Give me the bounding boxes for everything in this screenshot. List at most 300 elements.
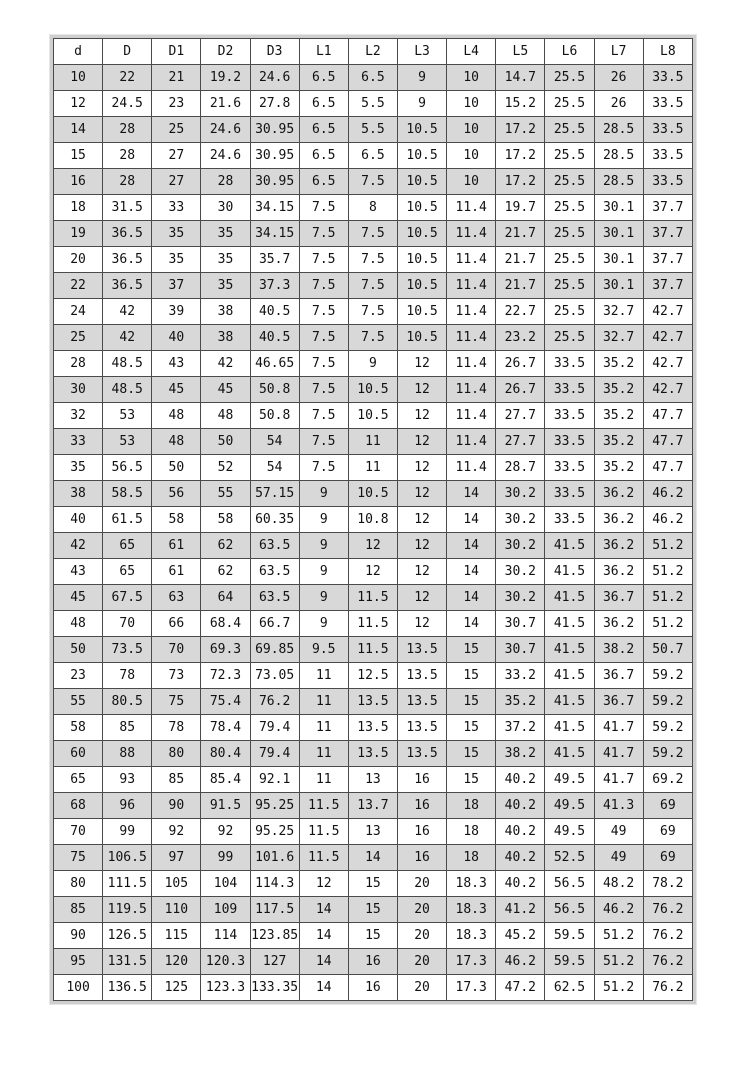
table-cell: 17.3 bbox=[447, 949, 496, 975]
table-cell: 11.4 bbox=[447, 429, 496, 455]
table-cell: 76.2 bbox=[643, 923, 692, 949]
table-cell: 14 bbox=[447, 585, 496, 611]
table-cell: 68.4 bbox=[201, 611, 250, 637]
table-cell: 59.2 bbox=[643, 689, 692, 715]
table-cell: 33.5 bbox=[545, 377, 594, 403]
table-cell: 75 bbox=[54, 845, 103, 871]
table-cell: 37.7 bbox=[643, 195, 692, 221]
table-cell: 35 bbox=[201, 221, 250, 247]
table-row bbox=[54, 247, 693, 273]
table-cell: 69.2 bbox=[643, 767, 692, 793]
table-cell: 126.5 bbox=[103, 923, 152, 949]
table-cell: 33 bbox=[152, 195, 201, 221]
table-cell: 36.7 bbox=[594, 689, 643, 715]
table-cell: 69.85 bbox=[250, 637, 299, 663]
table-cell: 38 bbox=[201, 299, 250, 325]
table-cell: 20 bbox=[54, 247, 103, 273]
table-cell: 58.5 bbox=[103, 481, 152, 507]
table-cell: 9 bbox=[299, 481, 348, 507]
table-cell: 7.5 bbox=[299, 273, 348, 299]
table-row bbox=[54, 351, 693, 377]
table-cell: 90 bbox=[54, 923, 103, 949]
table-cell: 11.4 bbox=[447, 195, 496, 221]
table-cell: 41.3 bbox=[594, 793, 643, 819]
table-cell: 38 bbox=[54, 481, 103, 507]
table-cell: 68 bbox=[54, 793, 103, 819]
table-cell: 35.2 bbox=[594, 455, 643, 481]
header-row bbox=[54, 39, 693, 65]
table-cell: 25.5 bbox=[545, 117, 594, 143]
table-cell: 63.5 bbox=[250, 533, 299, 559]
table-cell: 40.5 bbox=[250, 299, 299, 325]
table-cell: 11 bbox=[299, 689, 348, 715]
table-cell: 5.5 bbox=[348, 91, 397, 117]
table-cell: 25.5 bbox=[545, 195, 594, 221]
table-cell: 50.7 bbox=[643, 637, 692, 663]
table-cell: 13.5 bbox=[397, 637, 446, 663]
table-cell: 30 bbox=[201, 195, 250, 221]
table-cell: 18 bbox=[447, 819, 496, 845]
table-row bbox=[54, 299, 693, 325]
table-cell: 117.5 bbox=[250, 897, 299, 923]
table-cell: 23.2 bbox=[496, 325, 545, 351]
table-cell: 10 bbox=[447, 117, 496, 143]
table-cell: 7.5 bbox=[299, 455, 348, 481]
table-cell: 61 bbox=[152, 559, 201, 585]
table-cell: 9 bbox=[299, 507, 348, 533]
table-cell: 13.5 bbox=[348, 689, 397, 715]
table-cell: 13.5 bbox=[397, 715, 446, 741]
table-row bbox=[54, 663, 693, 689]
table-cell: 28.5 bbox=[594, 169, 643, 195]
column-header: D3 bbox=[250, 39, 299, 65]
table-cell: 15 bbox=[447, 637, 496, 663]
table-cell: 69 bbox=[643, 793, 692, 819]
table-cell: 25.5 bbox=[545, 273, 594, 299]
table-cell: 25 bbox=[54, 325, 103, 351]
table-cell: 10.5 bbox=[397, 273, 446, 299]
table-cell: 42.7 bbox=[643, 377, 692, 403]
table-row bbox=[54, 689, 693, 715]
table-row bbox=[54, 793, 693, 819]
table-cell: 32.7 bbox=[594, 325, 643, 351]
table-cell: 65 bbox=[54, 767, 103, 793]
table-cell: 14 bbox=[299, 975, 348, 1001]
table-row bbox=[54, 819, 693, 845]
table-cell: 27.7 bbox=[496, 403, 545, 429]
table-cell: 45.2 bbox=[496, 923, 545, 949]
table-cell: 15 bbox=[348, 897, 397, 923]
table-cell: 16 bbox=[54, 169, 103, 195]
table-cell: 30.7 bbox=[496, 637, 545, 663]
table-cell: 12 bbox=[397, 377, 446, 403]
table-cell: 37.7 bbox=[643, 273, 692, 299]
table-cell: 13.5 bbox=[348, 741, 397, 767]
table-cell: 26.7 bbox=[496, 351, 545, 377]
table-cell: 11 bbox=[299, 767, 348, 793]
table-cell: 28 bbox=[103, 143, 152, 169]
table-cell: 11.5 bbox=[348, 585, 397, 611]
table-cell: 14 bbox=[299, 897, 348, 923]
table-cell: 45 bbox=[152, 377, 201, 403]
table-cell: 32 bbox=[54, 403, 103, 429]
table-cell: 47.7 bbox=[643, 403, 692, 429]
table-frame bbox=[50, 35, 696, 1004]
table-cell: 11.5 bbox=[299, 845, 348, 871]
table-cell: 11 bbox=[299, 715, 348, 741]
table-cell: 127 bbox=[250, 949, 299, 975]
table-cell: 41.7 bbox=[594, 767, 643, 793]
table-row bbox=[54, 377, 693, 403]
table-cell: 40 bbox=[54, 507, 103, 533]
table-cell: 100 bbox=[54, 975, 103, 1001]
table-cell: 25.5 bbox=[545, 143, 594, 169]
table-cell: 104 bbox=[201, 871, 250, 897]
table-cell: 33.5 bbox=[545, 507, 594, 533]
table-cell: 91.5 bbox=[201, 793, 250, 819]
table-cell: 41.5 bbox=[545, 611, 594, 637]
table-cell: 24.6 bbox=[201, 117, 250, 143]
table-cell: 78 bbox=[103, 663, 152, 689]
table-cell: 10 bbox=[447, 65, 496, 91]
table-cell: 36.2 bbox=[594, 611, 643, 637]
table-cell: 51.2 bbox=[594, 949, 643, 975]
table-cell: 33.5 bbox=[545, 481, 594, 507]
table-cell: 46.2 bbox=[643, 507, 692, 533]
table-cell: 43 bbox=[152, 351, 201, 377]
table-row bbox=[54, 923, 693, 949]
table-cell: 12 bbox=[348, 559, 397, 585]
table-cell: 33.5 bbox=[643, 169, 692, 195]
table-row bbox=[54, 481, 693, 507]
table-cell: 10 bbox=[447, 143, 496, 169]
table-cell: 47.7 bbox=[643, 455, 692, 481]
column-header: L7 bbox=[594, 39, 643, 65]
table-cell: 36.7 bbox=[594, 585, 643, 611]
table-cell: 60.35 bbox=[250, 507, 299, 533]
table-cell: 7.5 bbox=[348, 325, 397, 351]
table-cell: 16 bbox=[348, 949, 397, 975]
table-cell: 51.2 bbox=[643, 585, 692, 611]
table-cell: 25.5 bbox=[545, 247, 594, 273]
table-cell: 6.5 bbox=[299, 169, 348, 195]
table-cell: 49 bbox=[594, 845, 643, 871]
table-cell: 30.1 bbox=[594, 247, 643, 273]
table-cell: 79.4 bbox=[250, 741, 299, 767]
table-cell: 40.2 bbox=[496, 871, 545, 897]
table-cell: 16 bbox=[397, 793, 446, 819]
table-row bbox=[54, 195, 693, 221]
table-cell: 48.5 bbox=[103, 377, 152, 403]
table-cell: 42.7 bbox=[643, 325, 692, 351]
table-cell: 63.5 bbox=[250, 559, 299, 585]
table-cell: 15 bbox=[447, 715, 496, 741]
table-cell: 37.3 bbox=[250, 273, 299, 299]
table-cell: 30.2 bbox=[496, 585, 545, 611]
table-cell: 35 bbox=[201, 273, 250, 299]
table-cell: 70 bbox=[152, 637, 201, 663]
table-cell: 12 bbox=[54, 91, 103, 117]
table-cell: 11.4 bbox=[447, 403, 496, 429]
table-cell: 9 bbox=[299, 585, 348, 611]
table-cell: 88 bbox=[103, 741, 152, 767]
table-cell: 11.4 bbox=[447, 221, 496, 247]
table-cell: 18.3 bbox=[447, 871, 496, 897]
table-cell: 22 bbox=[54, 273, 103, 299]
table-cell: 50 bbox=[54, 637, 103, 663]
table-cell: 55 bbox=[201, 481, 250, 507]
table-cell: 60 bbox=[54, 741, 103, 767]
table-cell: 72.3 bbox=[201, 663, 250, 689]
table-cell: 80 bbox=[152, 741, 201, 767]
table-cell: 9 bbox=[299, 533, 348, 559]
table-cell: 8 bbox=[348, 195, 397, 221]
table-cell: 80 bbox=[54, 871, 103, 897]
table-cell: 123.85 bbox=[250, 923, 299, 949]
table-cell: 69.3 bbox=[201, 637, 250, 663]
table-cell: 28 bbox=[103, 169, 152, 195]
table-cell: 12 bbox=[397, 559, 446, 585]
table-cell: 36.5 bbox=[103, 247, 152, 273]
table-cell: 12 bbox=[397, 507, 446, 533]
table-cell: 30.2 bbox=[496, 533, 545, 559]
table-cell: 18.3 bbox=[447, 897, 496, 923]
table-cell: 16 bbox=[348, 975, 397, 1001]
table-cell: 46.2 bbox=[496, 949, 545, 975]
table-cell: 95.25 bbox=[250, 819, 299, 845]
table-cell: 49.5 bbox=[545, 793, 594, 819]
table-cell: 36.5 bbox=[103, 221, 152, 247]
table-row bbox=[54, 637, 693, 663]
table-cell: 97 bbox=[152, 845, 201, 871]
table-cell: 46.65 bbox=[250, 351, 299, 377]
table-row bbox=[54, 455, 693, 481]
table-row bbox=[54, 975, 693, 1001]
table-cell: 76.2 bbox=[643, 897, 692, 923]
table-cell: 20 bbox=[397, 923, 446, 949]
table-cell: 40.5 bbox=[250, 325, 299, 351]
table-cell: 27 bbox=[152, 169, 201, 195]
table-cell: 59.2 bbox=[643, 715, 692, 741]
table-cell: 75.4 bbox=[201, 689, 250, 715]
table-cell: 54 bbox=[250, 455, 299, 481]
table-cell: 17.2 bbox=[496, 143, 545, 169]
table-cell: 10 bbox=[447, 91, 496, 117]
table-cell: 57.15 bbox=[250, 481, 299, 507]
table-cell: 92 bbox=[152, 819, 201, 845]
table-cell: 51.2 bbox=[594, 923, 643, 949]
table-cell: 35.2 bbox=[594, 351, 643, 377]
table-cell: 79.4 bbox=[250, 715, 299, 741]
table-cell: 10.5 bbox=[348, 481, 397, 507]
table-cell: 21.7 bbox=[496, 247, 545, 273]
table-cell: 114 bbox=[201, 923, 250, 949]
table-cell: 11.4 bbox=[447, 455, 496, 481]
table-cell: 76.2 bbox=[643, 949, 692, 975]
table-cell: 12 bbox=[397, 403, 446, 429]
table-cell: 25.5 bbox=[545, 65, 594, 91]
table-cell: 14 bbox=[447, 559, 496, 585]
table-cell: 73.5 bbox=[103, 637, 152, 663]
table-cell: 11.5 bbox=[299, 793, 348, 819]
table-cell: 65 bbox=[103, 533, 152, 559]
table-cell: 41.5 bbox=[545, 559, 594, 585]
table-cell: 10.5 bbox=[348, 403, 397, 429]
table-cell: 106.5 bbox=[103, 845, 152, 871]
table-cell: 62.5 bbox=[545, 975, 594, 1001]
table-cell: 49 bbox=[594, 819, 643, 845]
table-cell: 34.15 bbox=[250, 195, 299, 221]
table-row bbox=[54, 897, 693, 923]
table-cell: 6.5 bbox=[299, 143, 348, 169]
table-cell: 42 bbox=[103, 299, 152, 325]
table-cell: 9 bbox=[299, 611, 348, 637]
table-cell: 13.7 bbox=[348, 793, 397, 819]
table-cell: 11 bbox=[299, 663, 348, 689]
table-cell: 9 bbox=[397, 65, 446, 91]
table-cell: 26 bbox=[594, 65, 643, 91]
table-cell: 49.5 bbox=[545, 767, 594, 793]
table-cell: 55 bbox=[54, 689, 103, 715]
table-cell: 13 bbox=[348, 767, 397, 793]
table-cell: 85 bbox=[152, 767, 201, 793]
table-row bbox=[54, 143, 693, 169]
table-cell: 61 bbox=[152, 533, 201, 559]
table-row bbox=[54, 507, 693, 533]
table-cell: 11.4 bbox=[447, 325, 496, 351]
table-cell: 69 bbox=[643, 845, 692, 871]
column-header: L4 bbox=[447, 39, 496, 65]
table-cell: 11.5 bbox=[348, 611, 397, 637]
table-cell: 75 bbox=[152, 689, 201, 715]
table-cell: 30.95 bbox=[250, 169, 299, 195]
table-cell: 48.5 bbox=[103, 351, 152, 377]
table-cell: 26.7 bbox=[496, 377, 545, 403]
table-cell: 40 bbox=[152, 325, 201, 351]
table-cell: 50.8 bbox=[250, 377, 299, 403]
table-cell: 56.5 bbox=[103, 455, 152, 481]
table-body bbox=[54, 65, 693, 1001]
table-cell: 58 bbox=[152, 507, 201, 533]
table-cell: 37.2 bbox=[496, 715, 545, 741]
table-cell: 90 bbox=[152, 793, 201, 819]
table-cell: 18.3 bbox=[447, 923, 496, 949]
table-cell: 45 bbox=[54, 585, 103, 611]
table-cell: 14 bbox=[447, 611, 496, 637]
table-cell: 109 bbox=[201, 897, 250, 923]
table-cell: 14 bbox=[299, 949, 348, 975]
table-cell: 11 bbox=[299, 741, 348, 767]
table-cell: 36.2 bbox=[594, 533, 643, 559]
table-cell: 56 bbox=[152, 481, 201, 507]
table-cell: 125 bbox=[152, 975, 201, 1001]
table-cell: 101.6 bbox=[250, 845, 299, 871]
table-cell: 20 bbox=[397, 897, 446, 923]
table-cell: 30.1 bbox=[594, 195, 643, 221]
table-cell: 9 bbox=[348, 351, 397, 377]
dimension-table bbox=[53, 38, 693, 1001]
table-cell: 10.8 bbox=[348, 507, 397, 533]
table-cell: 10.5 bbox=[397, 143, 446, 169]
table-cell: 12 bbox=[397, 455, 446, 481]
table-cell: 92.1 bbox=[250, 767, 299, 793]
table-cell: 15 bbox=[348, 871, 397, 897]
table-cell: 42 bbox=[54, 533, 103, 559]
table-cell: 25.5 bbox=[545, 91, 594, 117]
table-cell: 11.5 bbox=[348, 637, 397, 663]
table-row bbox=[54, 403, 693, 429]
table-cell: 40.2 bbox=[496, 767, 545, 793]
table-cell: 35 bbox=[54, 455, 103, 481]
column-header: L8 bbox=[643, 39, 692, 65]
table-cell: 14 bbox=[447, 533, 496, 559]
table-cell: 54 bbox=[250, 429, 299, 455]
table-cell: 33.5 bbox=[545, 403, 594, 429]
column-header: L3 bbox=[397, 39, 446, 65]
table-cell: 22 bbox=[103, 65, 152, 91]
table-row bbox=[54, 325, 693, 351]
table-cell: 33.5 bbox=[643, 91, 692, 117]
table-cell: 24.6 bbox=[201, 143, 250, 169]
table-cell: 15 bbox=[447, 689, 496, 715]
table-cell: 95 bbox=[54, 949, 103, 975]
table-cell: 40.2 bbox=[496, 845, 545, 871]
table-cell: 14 bbox=[54, 117, 103, 143]
table-cell: 34.15 bbox=[250, 221, 299, 247]
table-cell: 20 bbox=[397, 871, 446, 897]
table-cell: 21.7 bbox=[496, 273, 545, 299]
table-cell: 48 bbox=[54, 611, 103, 637]
table-cell: 28.5 bbox=[594, 143, 643, 169]
column-header: d bbox=[54, 39, 103, 65]
table-cell: 36.5 bbox=[103, 273, 152, 299]
table-cell: 46.2 bbox=[594, 897, 643, 923]
table-cell: 70 bbox=[103, 611, 152, 637]
table-cell: 59.2 bbox=[643, 741, 692, 767]
table-cell: 11.4 bbox=[447, 377, 496, 403]
table-cell: 19.2 bbox=[201, 65, 250, 91]
table-cell: 63.5 bbox=[250, 585, 299, 611]
table-cell: 25.5 bbox=[545, 299, 594, 325]
table-cell: 33.5 bbox=[643, 143, 692, 169]
table-cell: 31.5 bbox=[103, 195, 152, 221]
table-row bbox=[54, 767, 693, 793]
table-cell: 37 bbox=[152, 273, 201, 299]
table-cell: 58 bbox=[201, 507, 250, 533]
table-cell: 41.5 bbox=[545, 741, 594, 767]
table-cell: 10.5 bbox=[397, 325, 446, 351]
table-cell: 10.5 bbox=[397, 299, 446, 325]
table-cell: 96 bbox=[103, 793, 152, 819]
table-cell: 15 bbox=[447, 767, 496, 793]
table-cell: 12 bbox=[348, 533, 397, 559]
column-header: D1 bbox=[152, 39, 201, 65]
table-cell: 5.5 bbox=[348, 117, 397, 143]
table-cell: 36.2 bbox=[594, 559, 643, 585]
table-cell: 50 bbox=[201, 429, 250, 455]
table-cell: 12 bbox=[397, 351, 446, 377]
table-cell: 7.5 bbox=[299, 403, 348, 429]
table-cell: 9.5 bbox=[299, 637, 348, 663]
table-cell: 40.2 bbox=[496, 793, 545, 819]
table-cell: 13.5 bbox=[348, 715, 397, 741]
table-cell: 16 bbox=[397, 767, 446, 793]
table-cell: 51.2 bbox=[643, 559, 692, 585]
table-cell: 15 bbox=[447, 741, 496, 767]
table-cell: 50 bbox=[152, 455, 201, 481]
table-row bbox=[54, 845, 693, 871]
table-cell: 6.5 bbox=[348, 65, 397, 91]
